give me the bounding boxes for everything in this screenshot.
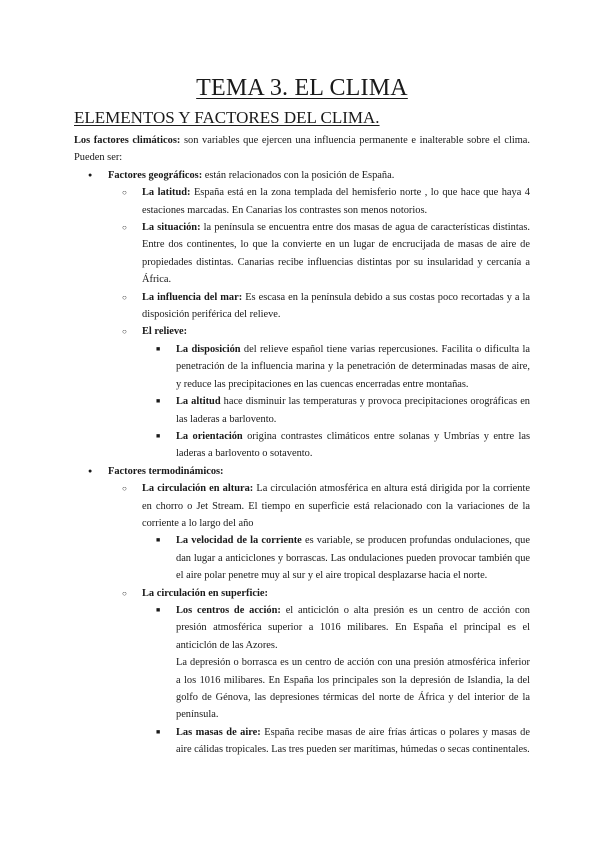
list-item-circulacion-altura — [108, 480, 530, 584]
list-item-orientacion — [142, 428, 530, 463]
latitud-term: La latitud: — [142, 187, 191, 199]
intro-term: Los factores climáticos: — [74, 135, 181, 146]
disposicion-term: La disposición — [176, 343, 241, 355]
masas-term: Las masas de aire: — [176, 726, 261, 738]
velocidad-text: es variable, se producen profundas ondulaciones, que dan lugar a anticiclones y borrascas. Las ondulaciones pueden provocar también que el aire polar penetre muy al sur y el aire tropical desplazarse hacia el norte. — [176, 535, 530, 582]
list-item-relieve — [108, 323, 530, 462]
mar-term: La influencia del mar: — [142, 291, 243, 303]
disposicion-text: del relieve español tiene varias repercusiones. Facilita o dificulta la penetración de la influencia marina y la penetración de determinadas masas de aire, y reduce las precipitaciones en las cuencas encerradas entre montañas. — [176, 343, 530, 390]
list-item-latitud — [108, 184, 530, 219]
orientacion-term: La orientación — [176, 430, 243, 442]
intro-paragraph — [74, 132, 530, 167]
superficie-sublist — [142, 602, 530, 759]
section-title: ELEMENTOS Y FACTORES DEL CLIMA. — [74, 108, 380, 127]
termo-term: Factores termodinámicos: — [108, 465, 224, 477]
velocidad-term: La velocidad de la corriente — [176, 535, 302, 547]
altura-text: La circulación atmosférica en altura está dirigida por la corriente en chorro o Jet Stream. El tiempo en superficie está relacionado con la variaciones de la corriente a lo largo del año — [142, 483, 530, 529]
geo-term: Factores geográficos: — [108, 169, 203, 181]
centros-text: el anticiclón o alta presión es un centro de acción con presión atmosférica superior a 1016 milibares. En España el principal es el anticiclón de las Azores. — [176, 604, 530, 651]
geo-sublist — [108, 184, 530, 463]
list-item-disposicion — [142, 341, 530, 393]
list-item-situacion — [108, 219, 530, 289]
mar-text: Es escasa en la península debido a sus costas poco recortadas y a la disposición periférica del relieve. — [142, 291, 530, 321]
list-item-circulacion-superficie — [108, 585, 530, 759]
orientacion-text: origina contrastes climáticos entre solanas y Umbrías y entre las laderas a barlovento o sotavento. — [176, 430, 530, 460]
centros-term: Los centros de acción: — [176, 604, 281, 616]
intro-text: son variables que ejercen una influencia permanente e inalterable sobre el clima. Pueden ser: — [74, 135, 531, 164]
relieve-sublist — [142, 341, 530, 463]
altura-term: La circulación en altura: — [142, 483, 254, 495]
altura-sublist — [142, 532, 530, 584]
centros-text-continuation: La depresión o borrasca es un centro de acción con una presión atmosférica inferior a los 1016 milibares. En España los principales son la depresión de Islandia, la del golfo de Génova, las depresiones térmicas del norte de África y del interior de la península. — [176, 657, 530, 721]
situacion-text: la península se encuentra entre dos masas de agua de características distintas. Entre dos continentes, lo que la convierte en un lugar de encrucijada de masas de aire de propiedades distintas. Canarias recibe influencias distintas por su insularidad y cercanía a África. — [142, 222, 530, 286]
latitud-text: España está en la zona templada del hemisferio norte , lo que hace que haya 4 estaciones marcadas. En Canarias los contrastes son menos notorios. — [142, 187, 530, 216]
document-title: TEMA 3. EL CLIMA — [196, 75, 408, 101]
list-item-factores-termodinamicos — [74, 463, 530, 759]
list-item-factores-geograficos — [74, 167, 530, 463]
masas-text: España recibe masas de aire frías árticas o polares y masas de aire cálidas tropicales. Las tres pueden ser marítimas, húmedas o secas continentales. — [176, 726, 530, 756]
list-item-influencia-mar — [108, 289, 530, 324]
relieve-term: El relieve: — [142, 326, 188, 338]
list-item-velocidad-corriente — [142, 532, 530, 584]
altitud-term: La altitud — [176, 396, 221, 408]
list-item-centros-accion — [142, 602, 530, 724]
altitud-text: hace disminuir las temperaturas y provoca precipitaciones orográficas en las laderas a barlovento. — [176, 396, 530, 425]
list-item-masas-aire — [142, 724, 530, 759]
termo-sublist — [108, 480, 530, 759]
superficie-term: La circulación en superficie: — [142, 587, 268, 599]
list-item-altitud — [142, 393, 530, 428]
geo-text: están relacionados con la posición de España. — [202, 169, 395, 181]
situacion-term: La situación: — [142, 222, 201, 234]
factors-list — [74, 167, 530, 759]
